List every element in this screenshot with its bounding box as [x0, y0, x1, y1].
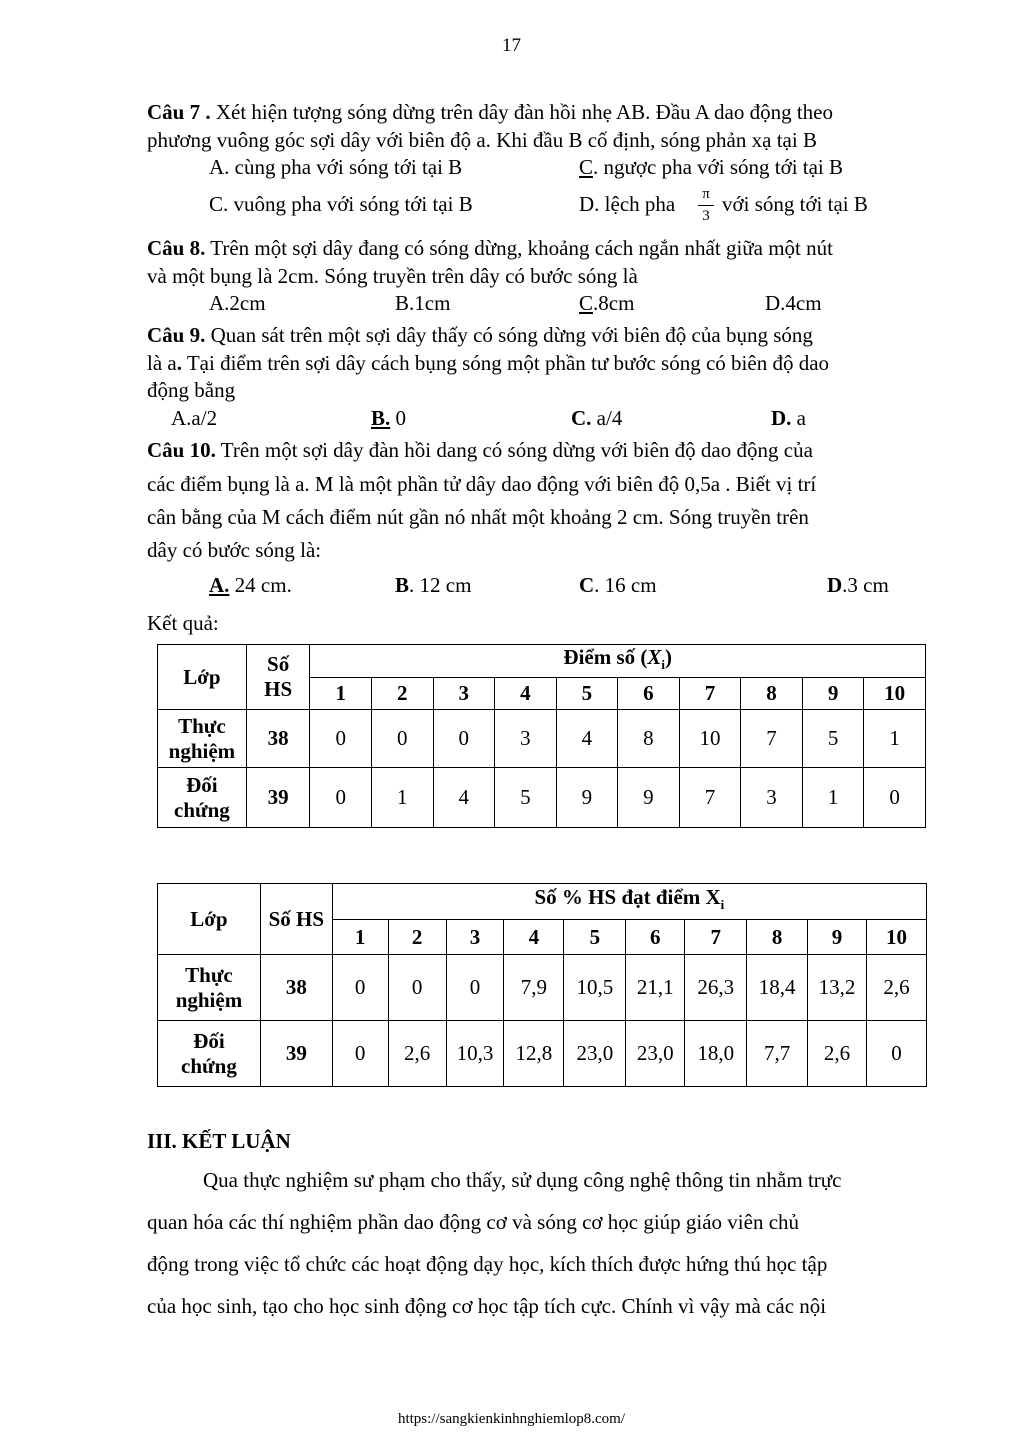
- table-cell: 23,0: [626, 1021, 685, 1087]
- q9-label: Câu 9.: [147, 323, 206, 347]
- table-cell: 0: [310, 768, 372, 828]
- table-cell: 0: [388, 955, 446, 1021]
- table-cell: 9: [618, 768, 680, 828]
- q9-option-d: D. a: [771, 406, 806, 430]
- q10-line2: các điểm bụng là a. M là một phần tử dây dao động với biên độ 0,5a . Biết vị trí: [147, 472, 817, 496]
- q9-option-a: A.a/2: [171, 406, 218, 430]
- score-header: 6: [618, 678, 680, 710]
- q8-option-a: A.2cm: [209, 291, 266, 315]
- q7-option-c: C. vuông pha với sóng tới tại B: [209, 192, 473, 216]
- q10-line3: cân bằng của M cách điểm nút gần nó nhất một khoảng 2 cm. Sóng truyền trên: [147, 505, 809, 529]
- table-row: [158, 955, 927, 1021]
- table-cell: 13,2: [808, 955, 867, 1021]
- table-cell: 0: [867, 1021, 927, 1087]
- q7-pi-denominator: 3: [702, 208, 710, 224]
- row-count: 38: [260, 955, 332, 1021]
- header-diem-so: Điểm số $(X_i)$: [310, 645, 926, 678]
- footer-url[interactable]: https://sangkienkinhnghiemlop8.com/: [397, 1411, 626, 1427]
- score-header: 3: [433, 678, 495, 710]
- score-header: 9: [802, 678, 864, 710]
- q8-line1: Câu 8. Trên một sợi dây đang có sóng dừng, khoảng cách ngắn nhất giữa một nút: [147, 236, 833, 260]
- q10-line1: Câu 10. Trên một sợi dây đàn hồi dang có sóng dừng với biên độ dao động của: [147, 438, 813, 462]
- table-cell: 7,9: [504, 955, 564, 1021]
- table-cell: 8: [618, 710, 680, 768]
- table-row: [158, 710, 926, 768]
- score-header: 4: [495, 678, 557, 710]
- table-cell: 3: [741, 768, 803, 828]
- q8-line2: và một bụng là 2cm. Sóng truyền trên dây có bước sóng là: [147, 264, 638, 288]
- score-header: 3: [446, 920, 504, 955]
- q10-option-d: D.3 cm: [827, 573, 889, 597]
- conclusion-line: của học sinh, tạo cho học sinh động cơ học tập tích cực. Chính vì vậy mà các nội: [147, 1294, 827, 1318]
- score-header: 2: [388, 920, 446, 955]
- score-header: 5: [564, 920, 626, 955]
- score-header: 8: [747, 920, 808, 955]
- row-count: 39: [246, 768, 310, 828]
- table-cell: 1: [802, 768, 864, 828]
- row-count: 38: [246, 710, 310, 768]
- q7-option-b: C. ngược pha với sóng tới tại B: [579, 155, 844, 179]
- score-header: 6: [626, 920, 685, 955]
- score-header: 1: [310, 678, 372, 710]
- page-number: 17: [502, 35, 521, 56]
- table-cell: 4: [433, 768, 495, 828]
- table-cell: 12,8: [504, 1021, 564, 1087]
- q7-pi-numerator: π: [702, 186, 710, 202]
- score-percentage-table: [157, 883, 927, 1087]
- score-header: 10: [867, 920, 927, 955]
- table-cell: 7,7: [747, 1021, 808, 1087]
- table-cell: 2,6: [808, 1021, 867, 1087]
- table-cell: 0: [332, 955, 388, 1021]
- table-cell: 0: [310, 710, 372, 768]
- score-header: 10: [864, 678, 926, 710]
- q10-option-b: B. 12 cm: [395, 573, 472, 597]
- conclusion-line: Qua thực nghiệm sư phạm cho thấy, sử dụng công nghệ thông tin nhằm trực: [203, 1168, 842, 1192]
- q10-option-a: A. 24 cm.: [209, 573, 292, 597]
- q9-line1: Câu 9. Quan sát trên một sợi dây thấy có sóng dừng với biên độ của bụng sóng: [147, 323, 813, 347]
- table-cell: 7: [679, 768, 741, 828]
- q7-label: Câu 7 .: [147, 100, 211, 124]
- score-header: 1: [332, 920, 388, 955]
- q9-line3: động bằng: [147, 378, 236, 402]
- q10-option-c: C. 16 cm: [579, 573, 657, 597]
- q9-option-b: B. 0: [371, 406, 407, 430]
- row-label: Thực nghiệm: [158, 710, 247, 768]
- q8-option-d: D.4cm: [765, 291, 822, 315]
- score-header: 2: [372, 678, 434, 710]
- results-label: Kết quả:: [147, 611, 219, 635]
- table-cell: 0: [433, 710, 495, 768]
- section-heading: III. KẾT LUẬN: [147, 1129, 291, 1153]
- table-cell: 21,1: [626, 955, 685, 1021]
- conclusion-line: động trong việc tổ chức các hoạt động dạy học, kích thích được hứng thú học tập: [147, 1252, 828, 1276]
- fraction-bar: [698, 205, 714, 206]
- q9-line2: là a. Tại điểm trên sợi dây cách bụng sóng một phần tư bước sóng có biên độ dao: [147, 351, 830, 375]
- table-cell: 5: [495, 768, 557, 828]
- table-cell: 1: [864, 710, 926, 768]
- table-cell: 3: [495, 710, 557, 768]
- table-cell: 26,3: [685, 955, 747, 1021]
- q7-option-d-pre: D. lệch pha: [579, 192, 676, 216]
- q7-option-a: A. cùng pha với sóng tới tại B: [209, 155, 463, 179]
- q10-line4: dây có bước sóng là:: [147, 538, 322, 562]
- score-header: 4: [504, 920, 564, 955]
- table-cell: 9: [556, 768, 618, 828]
- q7-line2: phương vuông góc sợi dây với biên độ a. Khi đầu B cố định, sóng phản xạ tại B: [147, 128, 817, 152]
- score-header: 9: [808, 920, 867, 955]
- row-label: Đối chứng: [158, 1021, 261, 1087]
- table-cell: 7: [741, 710, 803, 768]
- row-label: Đối chứng: [158, 768, 247, 828]
- row-label: Thực nghiệm: [158, 955, 261, 1021]
- score-header: 5: [556, 678, 618, 710]
- q8-option-b: B.1cm: [395, 291, 451, 315]
- q8-label: Câu 8.: [147, 236, 206, 260]
- table-cell: 10: [679, 710, 741, 768]
- table-cell: 1: [372, 768, 434, 828]
- table-cell: 0: [332, 1021, 388, 1087]
- table-cell: 10,3: [446, 1021, 504, 1087]
- q8-option-c: C.8cm: [579, 291, 635, 315]
- table-cell: 18,4: [747, 955, 808, 1021]
- table-cell: 2,6: [388, 1021, 446, 1087]
- table-cell: 4: [556, 710, 618, 768]
- table-cell: 23,0: [564, 1021, 626, 1087]
- table-cell: 0: [864, 768, 926, 828]
- q7-line1: Câu 7 . Xét hiện tượng sóng dừng trên dây đàn hồi nhẹ AB. Đầu A dao động theo: [147, 100, 833, 124]
- header-so-hs: Số HS: [246, 645, 310, 710]
- q9-option-c: C. a/4: [571, 406, 623, 430]
- score-header: 7: [685, 920, 747, 955]
- table-row: [158, 768, 926, 828]
- table-cell: 5: [802, 710, 864, 768]
- table-cell: 18,0: [685, 1021, 747, 1087]
- table-cell: 10,5: [564, 955, 626, 1021]
- score-count-table: [157, 644, 926, 828]
- score-header: 7: [679, 678, 741, 710]
- table-row: [158, 1021, 927, 1087]
- header-so-hs: Số HS: [260, 884, 332, 955]
- q7-option-d-post: với sóng tới tại B: [722, 192, 868, 216]
- row-count: 39: [260, 1021, 332, 1087]
- table-cell: 2,6: [867, 955, 927, 1021]
- score-header: 8: [741, 678, 803, 710]
- header-lop: Lớp: [158, 645, 247, 710]
- header-percent: Số % HS đạt điểm $X_i$: [332, 884, 926, 920]
- table-cell: 0: [446, 955, 504, 1021]
- conclusion-line: quan hóa các thí nghiệm phần dao động cơ và sóng cơ học giúp giáo viên chủ: [147, 1210, 800, 1234]
- header-lop: Lớp: [158, 884, 261, 955]
- table-cell: 0: [372, 710, 434, 768]
- q10-label: Câu 10.: [147, 438, 216, 462]
